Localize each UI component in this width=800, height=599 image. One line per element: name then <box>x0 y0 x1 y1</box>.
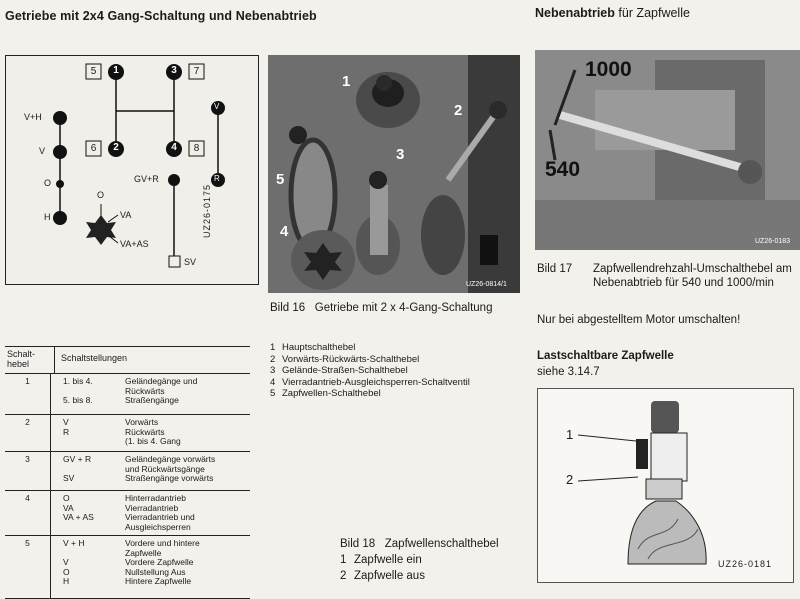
label-sv: SV <box>184 257 197 267</box>
label-vh: V+H <box>24 112 42 122</box>
table-cell-position: V R <box>63 417 70 437</box>
photo16-num-4: 4 <box>280 223 289 240</box>
table-cell-position: GV + R SV <box>63 454 92 483</box>
table-cell-hebel: 3 <box>5 452 51 490</box>
gear-schematic-panel <box>5 55 259 285</box>
right-page-title <box>535 6 690 20</box>
table-header-stellungen: Schaltstellungen <box>61 353 128 363</box>
left-page-title: Getriebe mit 2x4 Gang-Schaltung und Nebenabtrieb <box>5 9 317 23</box>
table-cell-position: 1. bis 4. 5. bis 8. <box>63 376 93 405</box>
label-v-left: V <box>39 146 46 156</box>
legend16-item: 2 Vorwärts-Rückwärts-Schalthebel <box>270 353 420 365</box>
figure-bild-18 <box>537 388 794 583</box>
table-row <box>5 415 250 452</box>
schematic-box-5: 5 <box>90 66 97 77</box>
schematic-code: UZ26-0175 <box>202 183 212 238</box>
legend16-item: 4 Vierradantrieb-Ausgleichsperren-Schaltventil <box>270 376 470 388</box>
schematic-box-8: 8 <box>193 143 200 154</box>
lastschalt-title: Lastschaltbare Zapfwelle <box>537 350 674 362</box>
photo17-code: UZ26-0183 <box>755 238 791 245</box>
photo-bild-17 <box>535 50 800 250</box>
table-cell-hebel: 1 <box>5 374 51 414</box>
label-va: VA <box>120 210 132 220</box>
schematic-circle-1: 1 <box>113 65 119 76</box>
caption-bild-18 <box>340 537 499 551</box>
right-title-rest: für Zapfwelle <box>618 6 690 20</box>
right-title-bold: Nebenabtrieb <box>535 6 615 20</box>
table-cell-description: Geländegänge vorwärts und Rückwärtsgänge Straßengänge vorwärts <box>125 454 216 483</box>
shift-table <box>5 346 250 599</box>
label-h-left: H <box>44 212 51 222</box>
label-gv-r: GV+R <box>134 174 159 184</box>
fig18-code: UZ26-0181 <box>718 559 773 569</box>
photo16-num-5: 5 <box>276 171 285 188</box>
table-header-hebel: Schalt- hebel <box>5 347 55 373</box>
schematic-box-7: 7 <box>193 66 200 77</box>
label-o-knob: O <box>97 190 105 200</box>
legend16-item: 5 Zapfwellen-Schalthebel <box>270 388 381 399</box>
caption17-text: Zapfwellendrehzahl-Umschalthebel am Nebenabtrieb für 540 und 1000/min <box>593 263 792 289</box>
fig18-label-1: 1 <box>566 427 574 442</box>
table-row <box>5 536 250 599</box>
table-row <box>5 452 250 491</box>
table-cell-position: O VA VA + AS <box>63 493 94 522</box>
table-cell-description: Hinterradantrieb Vierradantrieb Vierradantrieb und Ausgleichsperren <box>125 493 195 532</box>
legend-bild-16 <box>270 342 530 400</box>
table-cell-description: Vordere und hintere Zapfwelle Vordere Zapfwelle Nullstellung Aus Hintere Zapfwelle <box>125 538 200 586</box>
bild18-item: 2 Zapfwelle aus <box>340 570 425 582</box>
label-v-right: V <box>214 102 220 111</box>
table-row <box>5 491 250 536</box>
photo16-num-2: 2 <box>454 102 463 119</box>
caption-bild-17 <box>537 262 797 290</box>
schematic-circle-3: 3 <box>171 65 177 76</box>
table-cell-hebel: 2 <box>5 415 51 451</box>
photo16-num-1: 1 <box>342 73 351 90</box>
label-va-as: VA+AS <box>120 239 149 249</box>
gear-schematic-diagram <box>6 56 258 284</box>
caption18-label: Bild 18 <box>340 538 376 550</box>
caption-bild-16 <box>270 301 510 315</box>
legend16-item: 1 Hauptschalthebel <box>270 342 356 353</box>
photo17-label-1000: 1000 <box>585 58 632 81</box>
table-cell-hebel: 4 <box>5 491 51 535</box>
caption16-label: Bild 16 <box>270 302 306 314</box>
photo-bild-16 <box>268 55 520 293</box>
bild18-item: 1 Zapfwelle ein <box>340 554 422 566</box>
table-cell-description: Vorwärts Rückwärts (1. bis 4. Gang <box>125 417 181 446</box>
photo16-num-3: 3 <box>396 146 405 163</box>
lastschalt-see: siehe 3.14.7 <box>537 366 600 378</box>
label-o-left: O <box>44 178 52 188</box>
schematic-box-6: 6 <box>90 143 97 154</box>
label-r-right: R <box>214 174 220 183</box>
pto-lever-photo-illustration <box>535 50 800 250</box>
fig18-label-2: 2 <box>566 472 574 487</box>
table-cell-position: V + H V O H <box>63 538 85 586</box>
caption17-note: Nur bei abgestelltem Motor umschalten! <box>537 314 741 326</box>
caption17-label: Bild 17 <box>537 263 573 275</box>
photo17-label-540: 540 <box>545 158 581 181</box>
schematic-circle-2: 2 <box>113 142 119 153</box>
pto-switch-lever-drawing <box>538 389 793 582</box>
schematic-circle-4: 4 <box>171 142 177 153</box>
table-cell-description: Geländegänge und Rückwärts Straßengänge <box>125 376 198 405</box>
gearbox-photo-illustration <box>268 55 520 293</box>
caption16-text: Getriebe mit 2 x 4-Gang-Schaltung <box>314 302 493 314</box>
table-cell-hebel: 5 <box>5 536 51 598</box>
caption18-text: Zapfwellenschalthebel <box>384 538 499 550</box>
legend16-item: 3 Gelände-Straßen-Schalthebel <box>270 365 408 376</box>
photo16-code: UZ26-0814/1 <box>466 281 507 288</box>
table-row <box>5 374 250 415</box>
